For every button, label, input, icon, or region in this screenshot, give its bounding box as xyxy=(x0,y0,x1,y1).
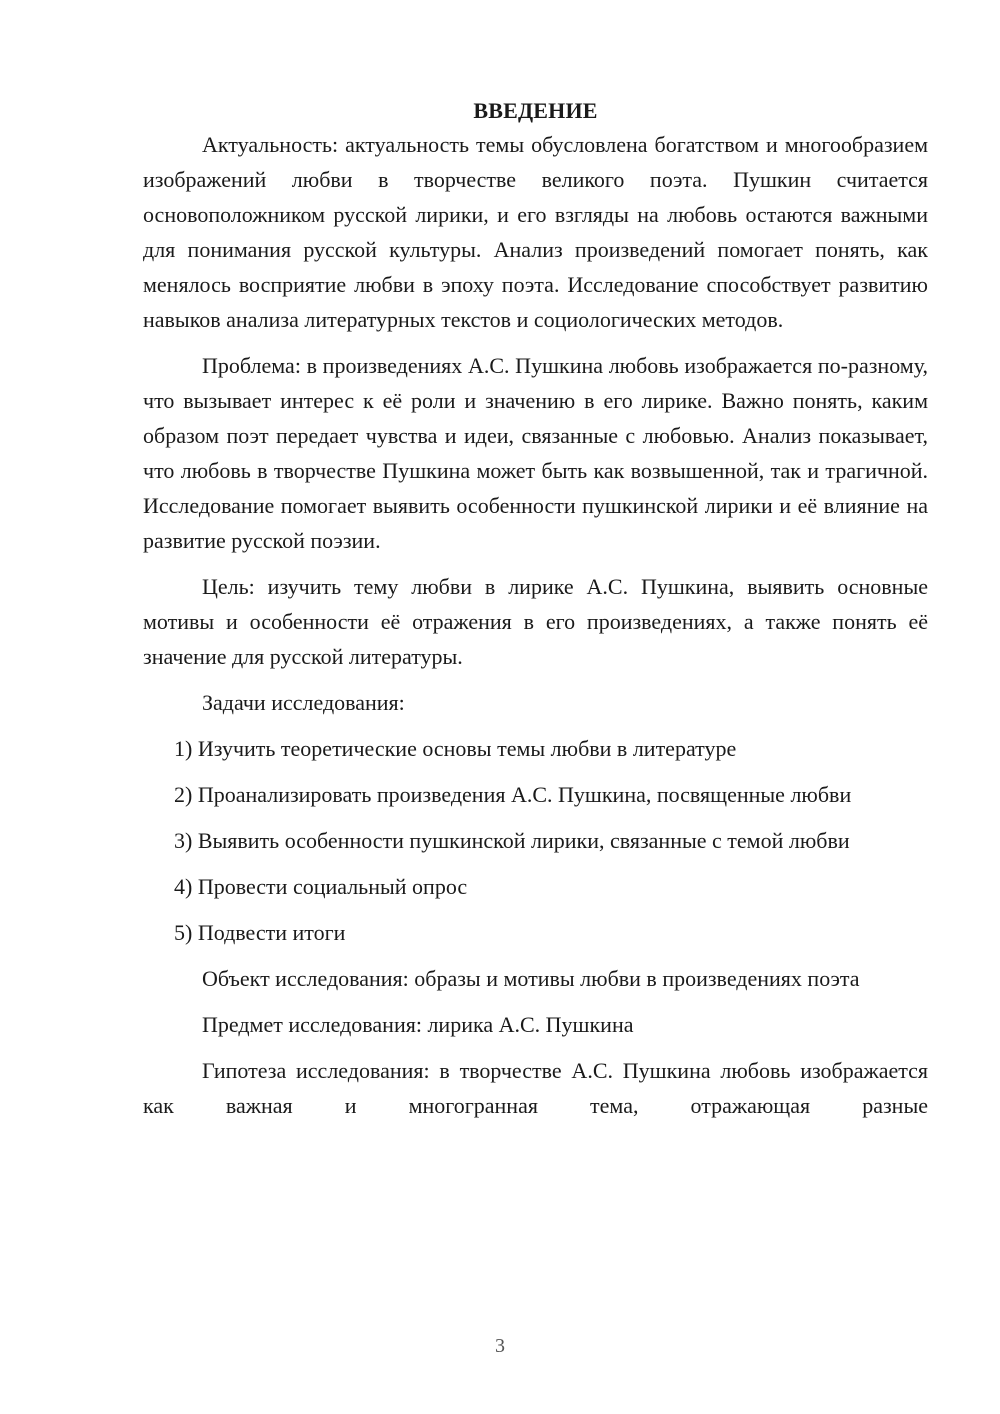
paragraph-subject: Предмет исследования: лирика А.С. Пушкина xyxy=(202,1012,634,1037)
paragraph-relevance: Актуальность: актуальность темы обусловлена богатством и многообразием изображений любви в творчестве великого поэта. Пушкин считается основоположником русской лирики, и его взгляды на любовь остаются важными для понимания русской культуры. Анализ произведений помогает понять, как менялось восприятие любви в эпоху поэта. Исследование способствует развитию навыков анализа литературных текстов и социологических методов. xyxy=(143,132,928,332)
paragraph-goal: Цель: изучить тему любви в лирике А.С. Пушкина, выявить основные мотивы и особенности её отражения в его произведениях, а также понять её значение для русской литературы. xyxy=(143,574,928,669)
page-number: 3 xyxy=(495,1335,505,1357)
paragraph-hypothesis: Гипотеза исследования: в творчестве А.С. Пушкина любовь изображается как важная и многогранная тема, отражающая разные xyxy=(143,1058,928,1118)
paragraph-problem: Проблема: в произведениях А.С. Пушкина любовь изображается по-разному, что вызывает интерес к её роли и значению в его лирике. Важно понять, каким образом поэт передает чувства и идеи, связанные с любовью. Анализ показывает, что любовь в творчестве Пушкина может быть как возвышенной, так и трагичной. Исследование помогает выявить особенности пушкинской лирики и её влияние на развитие русской поэзии. xyxy=(143,353,928,553)
document-page xyxy=(143,94,928,1123)
task-item-2: 2) Проанализировать произведения А.С. Пушкина, посвященные любви xyxy=(174,782,852,807)
paragraph-tasks-heading: Задачи исследования: xyxy=(202,690,405,715)
paragraph-object: Объект исследования: образы и мотивы любви в произведениях поэта xyxy=(202,966,860,991)
task-item-1: 1) Изучить теоретические основы темы любви в литературе xyxy=(174,736,737,761)
section-title: ВВЕДЕНИЕ xyxy=(473,98,598,123)
task-item-5: 5) Подвести итоги xyxy=(174,920,346,945)
task-item-4: 4) Провести социальный опрос xyxy=(174,874,468,899)
task-item-3: 3) Выявить особенности пушкинской лирики, связанные с темой любви xyxy=(174,828,850,853)
